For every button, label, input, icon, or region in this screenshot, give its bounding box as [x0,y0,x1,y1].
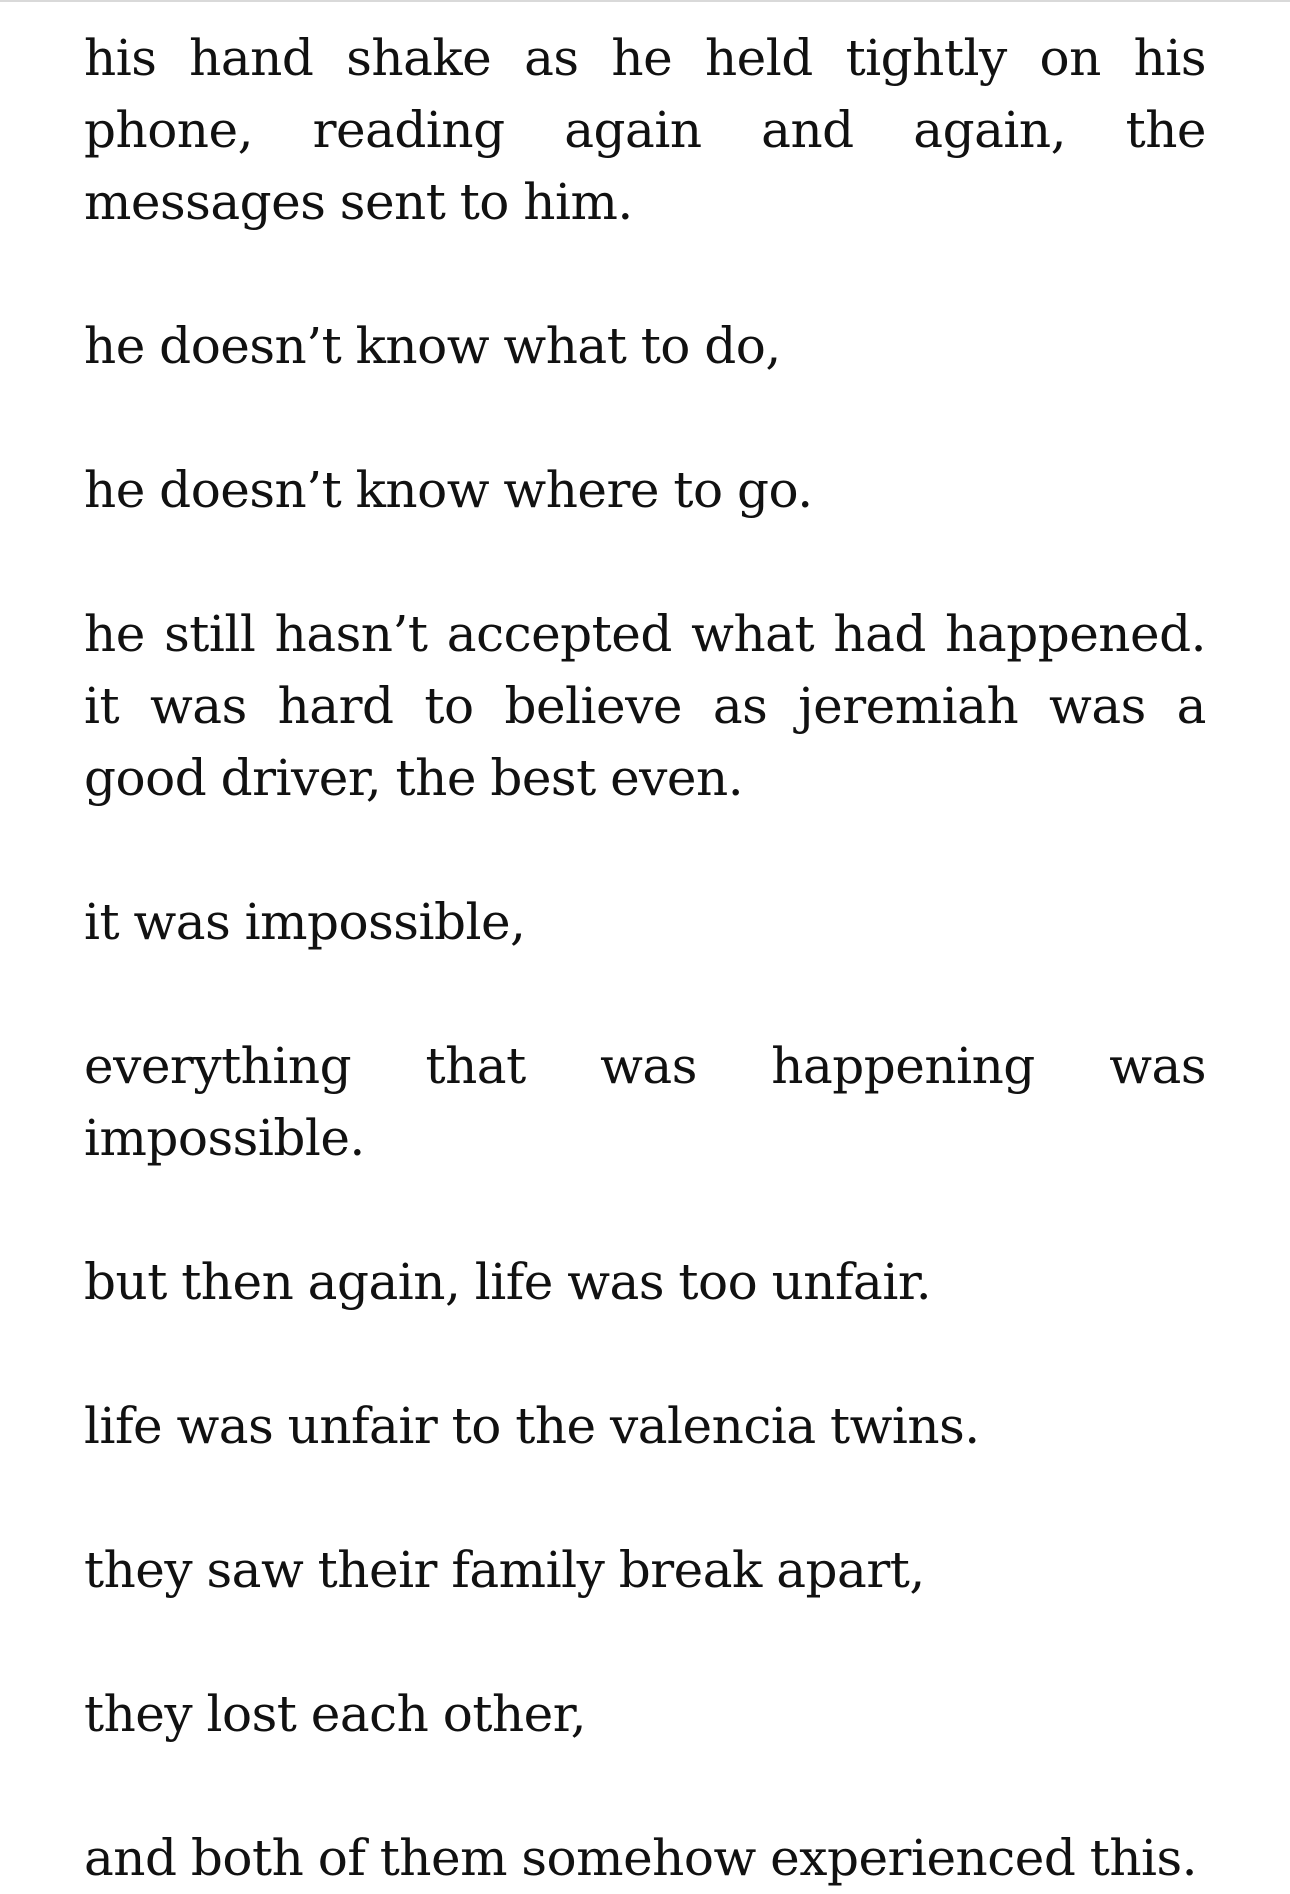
top-divider [0,0,1290,2]
paragraph-6: everything that was happening was impossible. [84,1037,1206,1167]
paragraph-5: it was impossible, [84,893,526,951]
paragraph-8: life was unfair to the valencia twins. [84,1397,980,1455]
paragraph-10: they lost each other, [84,1685,587,1743]
paragraph-1: his hand shake as he held tightly on his phone, reading again and again, the messages sent to him. [84,29,1206,231]
paragraph-2: he doesn’t know what to do, [84,317,781,375]
paragraph-4: he still hasn’t accepted what had happened. it was hard to believe as jeremiah was a good driver, the best even. [84,605,1206,807]
paragraph-9: they saw their family break apart, [84,1541,925,1599]
story-text [84,22,1206,1894]
paragraph-11: and both of them somehow experienced this. [84,1829,1198,1887]
paragraph-3: he doesn’t know where to go. [84,461,813,519]
paragraph-7: but then again, life was too unfair. [84,1253,932,1311]
